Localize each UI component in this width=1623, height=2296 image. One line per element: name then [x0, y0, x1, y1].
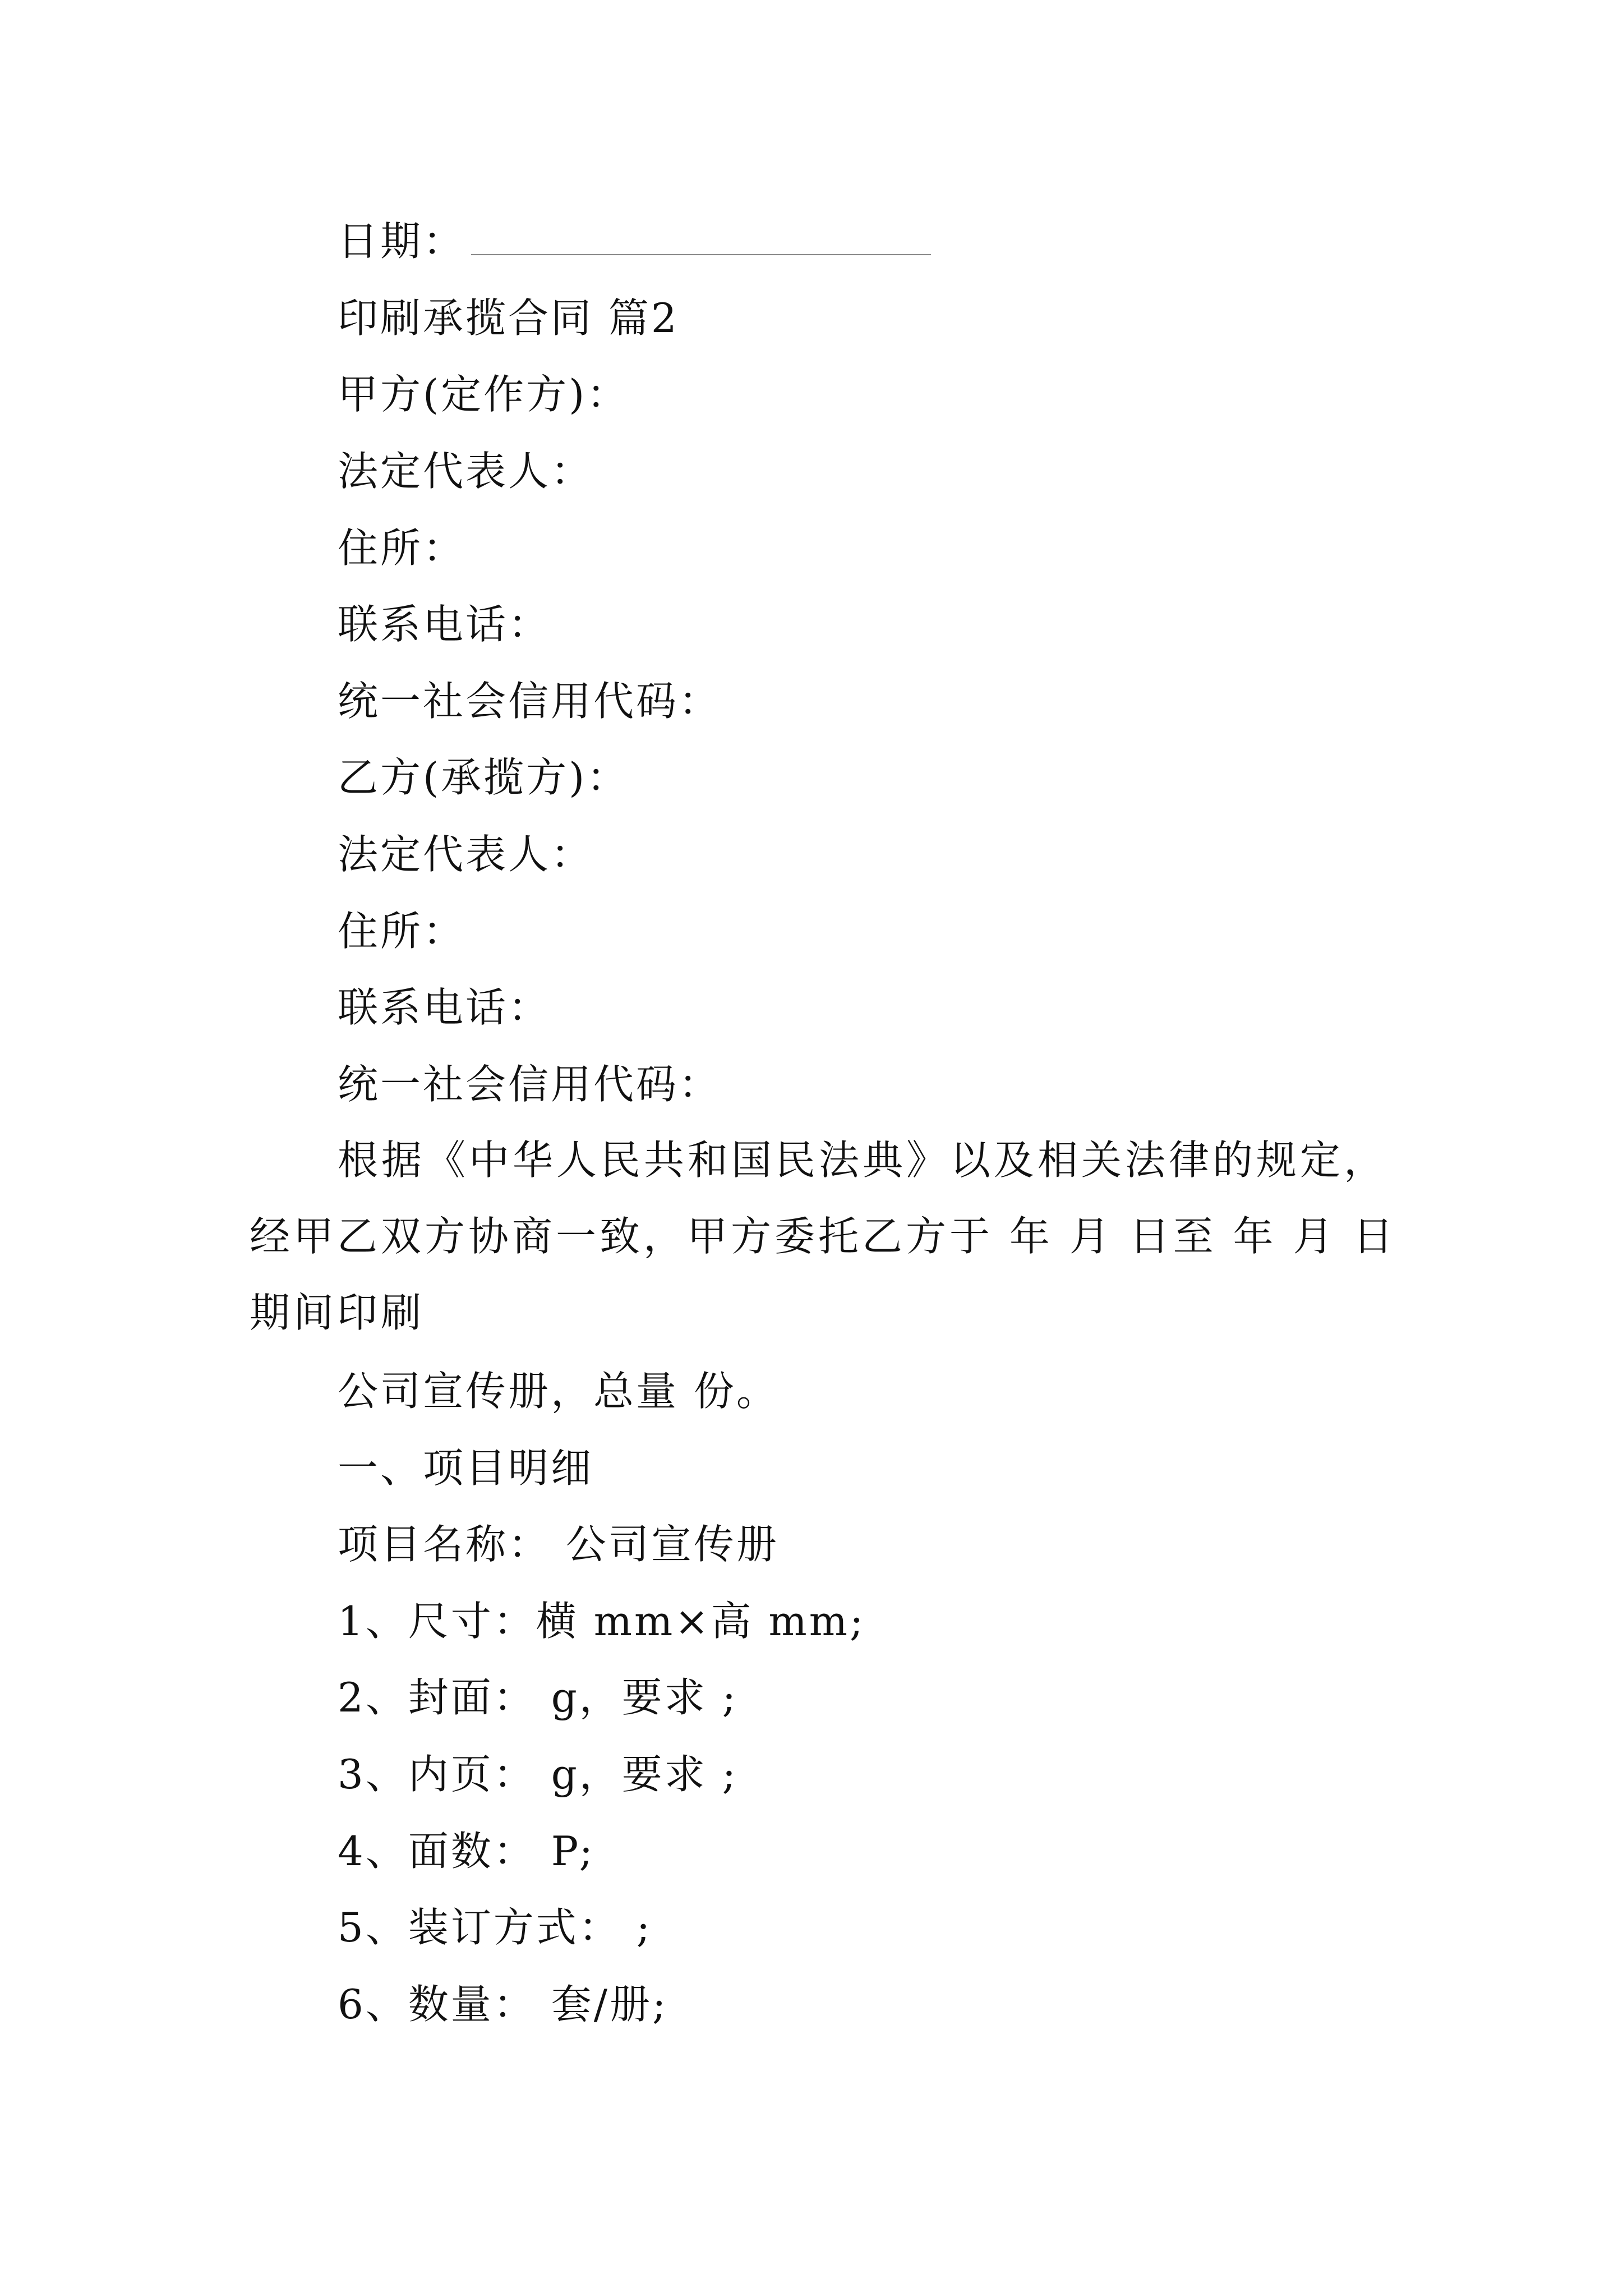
- party-b-heading: 乙方(承揽方)：: [338, 754, 630, 801]
- date-blank: [471, 218, 931, 255]
- party-a-heading: 甲方(定作方)：: [338, 371, 630, 418]
- party-b-credit-code: 统一社会信用代码：: [338, 1061, 722, 1108]
- intro-continued: 公司宣传册，总量 份。: [338, 1368, 779, 1415]
- party-a-phone: 联系电话：: [338, 601, 551, 648]
- party-a-credit-code: 统一社会信用代码：: [338, 678, 722, 725]
- party-b-legal-rep: 法定代表人：: [338, 831, 594, 878]
- date-label: 日期：: [338, 218, 466, 265]
- project-name: 项目名称： 公司宣传册: [338, 1521, 779, 1568]
- list-item: 3、内页： g，要求 ;: [338, 1751, 738, 1798]
- date-line: [338, 213, 931, 269]
- list-item: 1、尺寸：横 mm×高 mm;: [338, 1598, 866, 1645]
- party-a-address: 住所：: [338, 524, 466, 572]
- party-b-phone: 联系电话：: [338, 984, 551, 1031]
- intro-paragraph: 根据《中华人民共和国民法典》以及相关法律的规定，经甲乙双方协商一致，甲方委托乙方于 年 月 日至 年 月 日期间印刷: [250, 1137, 1397, 1336]
- contract-title: 印刷承揽合同 篇2: [338, 295, 679, 342]
- list-item: 4、面数： P;: [338, 1828, 595, 1875]
- list-item: 6、数量： 套/册;: [338, 1981, 668, 2028]
- list-item: 2、封面： g，要求 ;: [338, 1674, 738, 1721]
- list-item: 5、装订方式： ;: [338, 1904, 652, 1951]
- party-a-legal-rep: 法定代表人：: [338, 448, 594, 495]
- section-heading: 一、项目明细: [338, 1444, 594, 1492]
- party-b-address: 住所：: [338, 908, 466, 955]
